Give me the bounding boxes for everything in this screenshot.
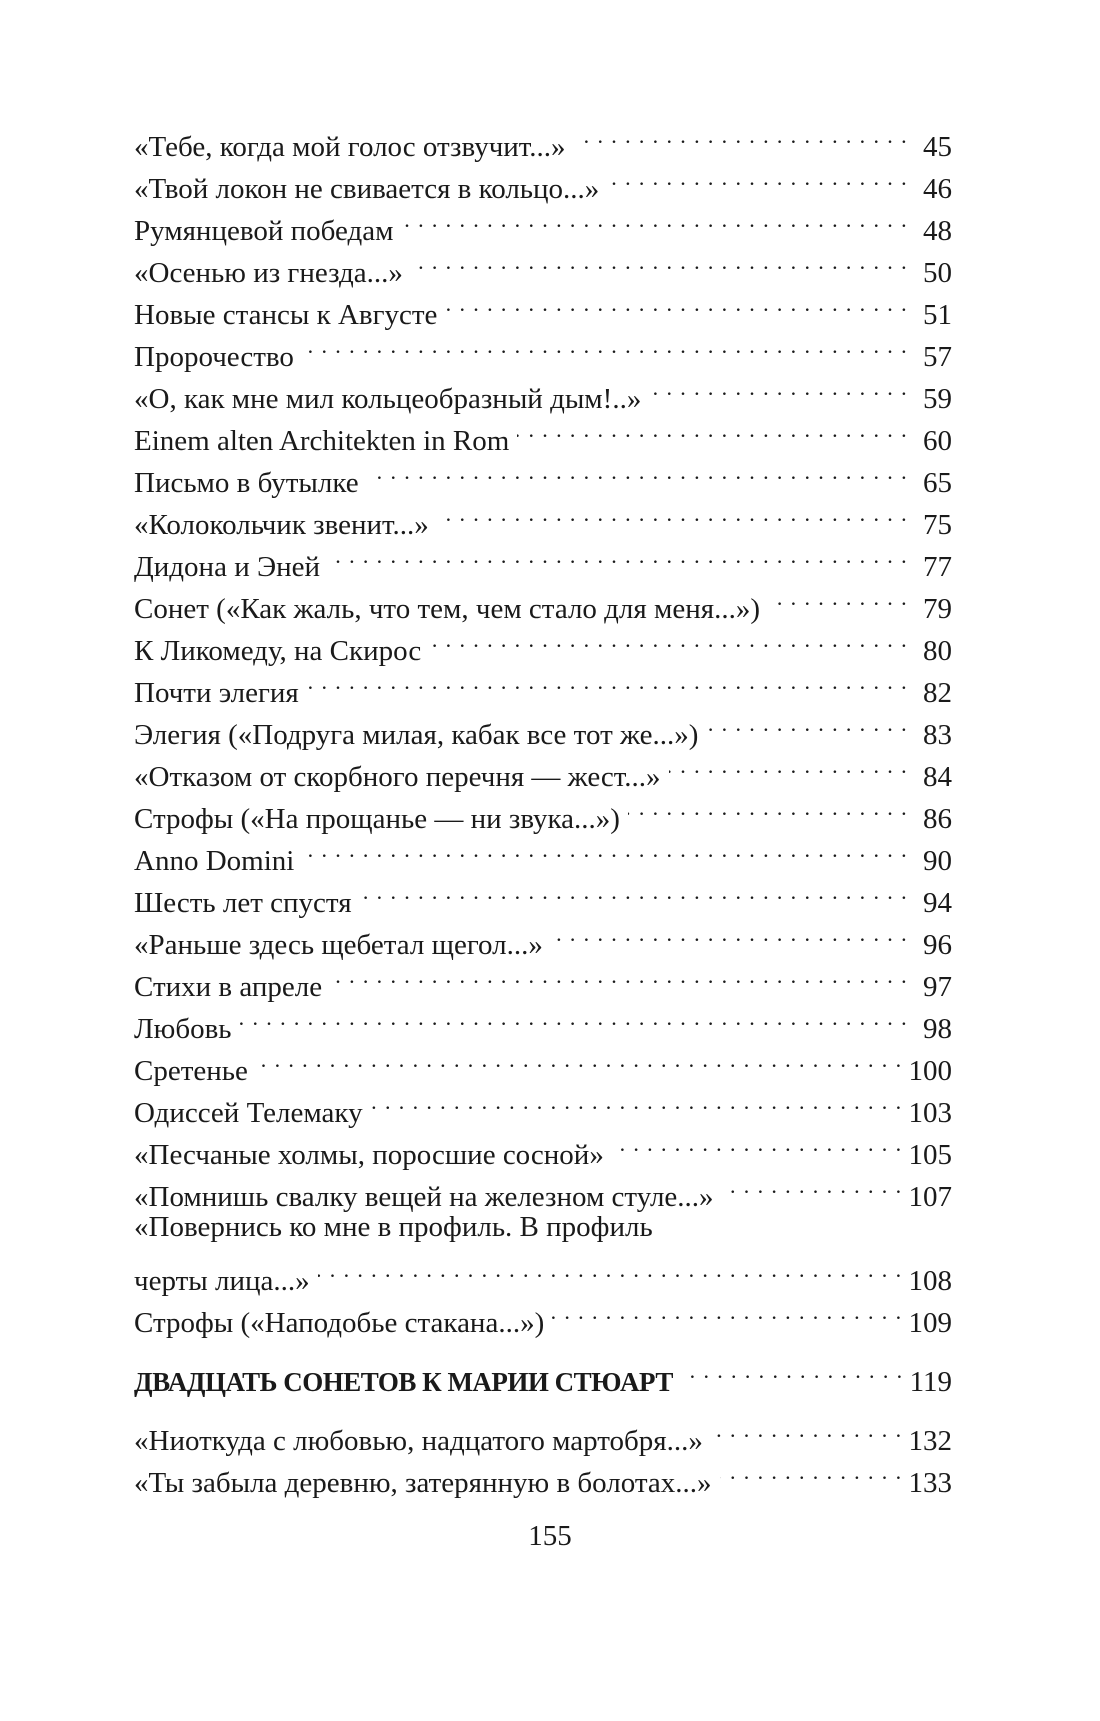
dot-leader [681, 1349, 904, 1391]
dot-leader [330, 954, 908, 996]
page-number: 155 [528, 1520, 572, 1552]
entry-title: «Тебе, когда мой голос отзвучит...» [134, 131, 566, 163]
dot-leader [367, 450, 908, 492]
dot-leader [437, 492, 908, 534]
dot-leader [360, 870, 908, 912]
entry-title: Anno Domini [134, 845, 295, 877]
dot-leader [722, 1164, 903, 1206]
dot-leader [307, 660, 908, 702]
entry-page: 100 [908, 1055, 952, 1087]
entry-title: Сретенье [134, 1055, 248, 1087]
entry-title: «О, как мне мил кольцеобразный дым!..» [134, 383, 642, 415]
entry-title: «Отказом от скорбного перечня — жест...» [134, 761, 661, 793]
dot-leader [302, 324, 908, 366]
dot-leader [628, 786, 908, 828]
dot-leader [256, 1038, 903, 1080]
entry-page: 132 [908, 1425, 952, 1457]
entry-page: 133 [908, 1467, 952, 1499]
entry-title: Почти элегия [134, 677, 299, 709]
entry-title: Новые стансы к Августе [134, 299, 438, 331]
entry-page: 98 [923, 1013, 952, 1045]
entry-title-line1: «Повернись ко мне в профиль. В профиль [134, 1211, 653, 1243]
entry-page: 97 [923, 971, 952, 1003]
entry-title: «Помнишь свалку вещей на железном стуле...» [134, 1181, 714, 1213]
dot-leader [429, 618, 908, 660]
entry-title: «Ниоткуда с любовью, надцатого мартобря...» [134, 1425, 703, 1457]
dot-leader [411, 240, 908, 282]
entry-title: «Твой локон не свивается в кольцо...» [134, 173, 600, 205]
entry-title: Одиссей Телемаку [134, 1097, 363, 1129]
dot-leader [711, 1408, 903, 1450]
entry-page: 82 [923, 677, 952, 709]
dot-leader [612, 1122, 903, 1164]
toc-entry [134, 996, 952, 1045]
toc-entry [134, 114, 952, 163]
entry-page: 51 [923, 299, 952, 331]
entry-title: Румянцевой победам [134, 215, 394, 247]
dot-leader [551, 912, 908, 954]
dot-leader [401, 198, 908, 240]
entry-page: 45 [923, 131, 952, 163]
toc-entry [134, 1080, 952, 1129]
dot-leader [517, 408, 908, 450]
entry-title: Einem alten Architekten in Rom [134, 425, 510, 457]
dot-leader [669, 744, 908, 786]
entry-title: Строфы («На прощанье — ни звука...») [134, 803, 620, 835]
entry-title: Дидона и Эней [134, 551, 321, 583]
entry-page: 59 [923, 383, 952, 415]
entry-page: 90 [923, 845, 952, 877]
entry-page: 57 [923, 341, 952, 373]
entry-title: Элегия («Подруга милая, кабак все тот же...») [134, 719, 699, 751]
section-page: 119 [909, 1366, 952, 1398]
entry-title: Строфы («Наподобье стакана...») [134, 1307, 545, 1339]
entry-title: «Раньше здесь щебетал щегол...» [134, 929, 543, 961]
entry-title-line2-row [134, 1248, 952, 1297]
dot-leader [371, 1080, 903, 1122]
table-of-contents [134, 114, 952, 1499]
entry-page: 108 [908, 1265, 952, 1297]
entry-page: 109 [908, 1307, 952, 1339]
dot-leader [706, 702, 908, 744]
entry-title: «Песчаные холмы, поросшие сосной» [134, 1139, 604, 1171]
entry-title: Стихи в апреле [134, 971, 323, 1003]
entry-title: К Ликомеду, на Скирос [134, 635, 422, 667]
entry-page: 84 [923, 761, 952, 793]
entry-page: 48 [923, 215, 952, 247]
dot-leader [720, 1450, 903, 1492]
entry-page: 75 [923, 509, 952, 541]
section-title: ДВАДЦАТЬ СОНЕТОВ К МАРИИ СТЮАРТ [134, 1367, 673, 1397]
dot-leader [318, 1248, 903, 1290]
dot-leader [574, 114, 908, 156]
entry-title: «Ты забыла деревню, затерянную в болотах...» [134, 1467, 712, 1499]
toc-entry-multiline [134, 1206, 952, 1297]
dot-leader [445, 282, 908, 324]
entry-title: Пророчество [134, 341, 294, 373]
entry-page: 77 [923, 551, 952, 583]
entry-page: 60 [923, 425, 952, 457]
dot-leader [302, 828, 908, 870]
toc-section-heading [134, 1349, 952, 1398]
entry-title-line2: черты лица...» [134, 1265, 310, 1297]
toc-entry [134, 1408, 952, 1457]
dot-leader [328, 534, 908, 576]
entry-page: 46 [923, 173, 952, 205]
entry-title: Письмо в бутылке [134, 467, 359, 499]
entry-page: 86 [923, 803, 952, 835]
entry-title: «Колокольчик звенит...» [134, 509, 429, 541]
entry-page: 80 [923, 635, 952, 667]
entry-title: Шесть лет спустя [134, 887, 352, 919]
entry-title: «Осенью из гнезда...» [134, 257, 403, 289]
entry-page: 65 [923, 467, 952, 499]
dot-leader [768, 576, 908, 618]
entry-title: Сонет («Как жаль, что тем, чем стало для меня...») [134, 593, 760, 625]
entry-page: 103 [908, 1097, 952, 1129]
entry-page: 83 [923, 719, 952, 751]
dot-leader [649, 366, 908, 408]
entry-page: 107 [908, 1181, 952, 1213]
dot-leader [240, 996, 908, 1038]
entry-page: 96 [923, 929, 952, 961]
entry-page: 50 [923, 257, 952, 289]
dot-leader [607, 156, 908, 198]
dot-leader [552, 1290, 902, 1332]
entry-page: 94 [923, 887, 952, 919]
toc-entry [134, 1038, 952, 1087]
entry-page: 79 [923, 593, 952, 625]
entry-title: Любовь [134, 1013, 232, 1045]
entry-page: 105 [908, 1139, 952, 1171]
